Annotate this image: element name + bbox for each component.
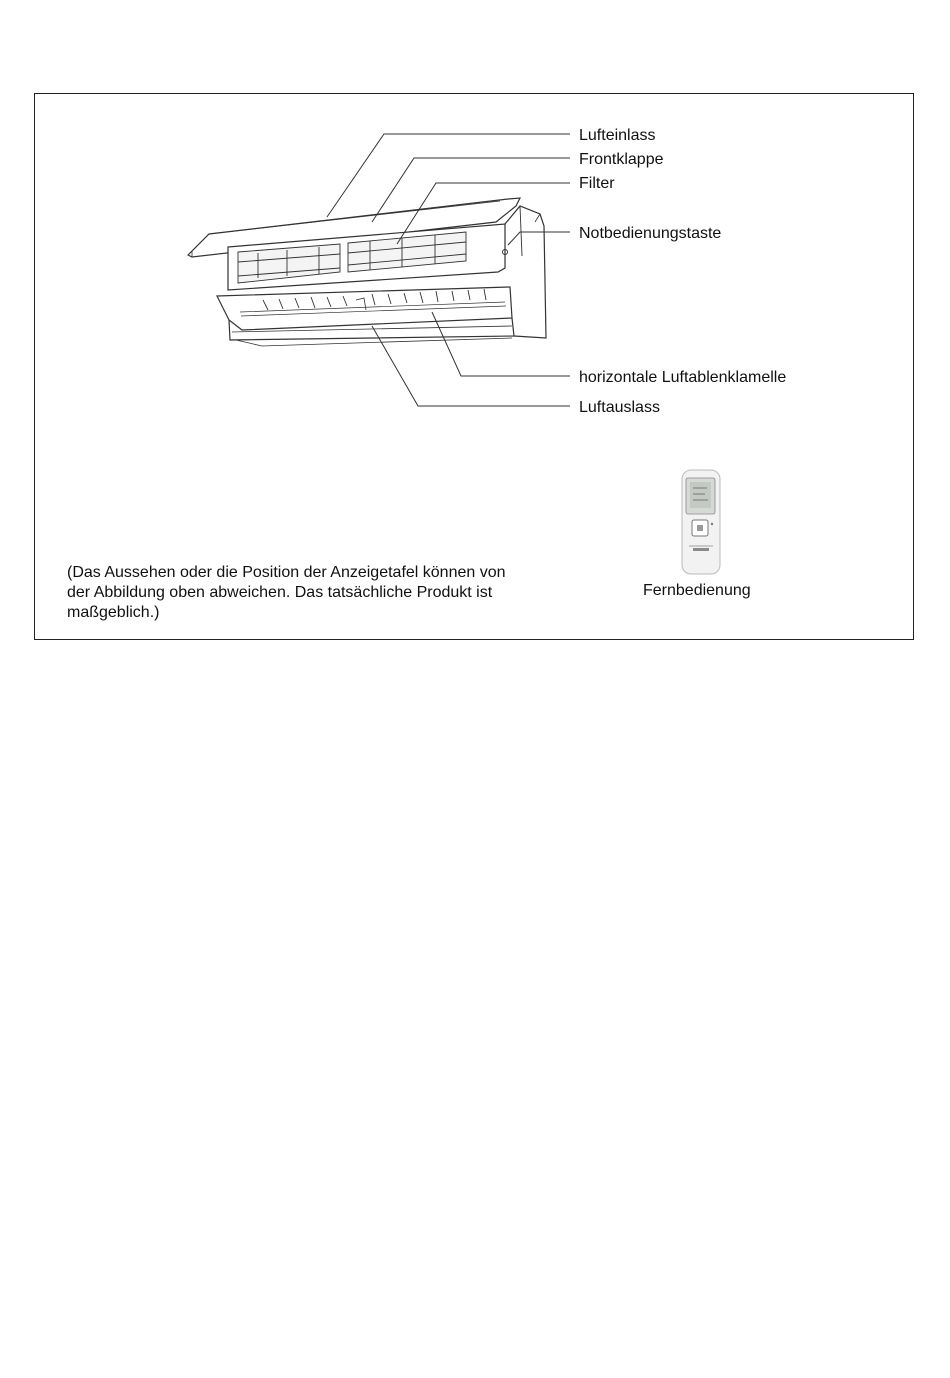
note-line-3: maßgeblich.) (67, 604, 160, 621)
label-horizontal-louver: horizontale Luftablenklamelle (579, 369, 787, 386)
remote-control-drawing (682, 470, 720, 574)
remote-caption: Fernbedienung (643, 582, 751, 599)
note-line-1: (Das Aussehen oder die Position der Anzeigetafel können von (67, 564, 506, 581)
label-emergency-button: Notbedienungstaste (579, 225, 722, 242)
label-front-panel: Frontklappe (579, 151, 664, 168)
label-air-inlet: Lufteinlass (579, 127, 656, 144)
indoor-unit-drawing (188, 198, 546, 346)
label-air-outlet: Luftauslass (579, 399, 660, 416)
label-filter: Filter (579, 175, 615, 192)
appearance-note (67, 563, 567, 623)
note-line-2: der Abbildung oben abweichen. Das tatsächliche Produkt ist (67, 584, 493, 601)
